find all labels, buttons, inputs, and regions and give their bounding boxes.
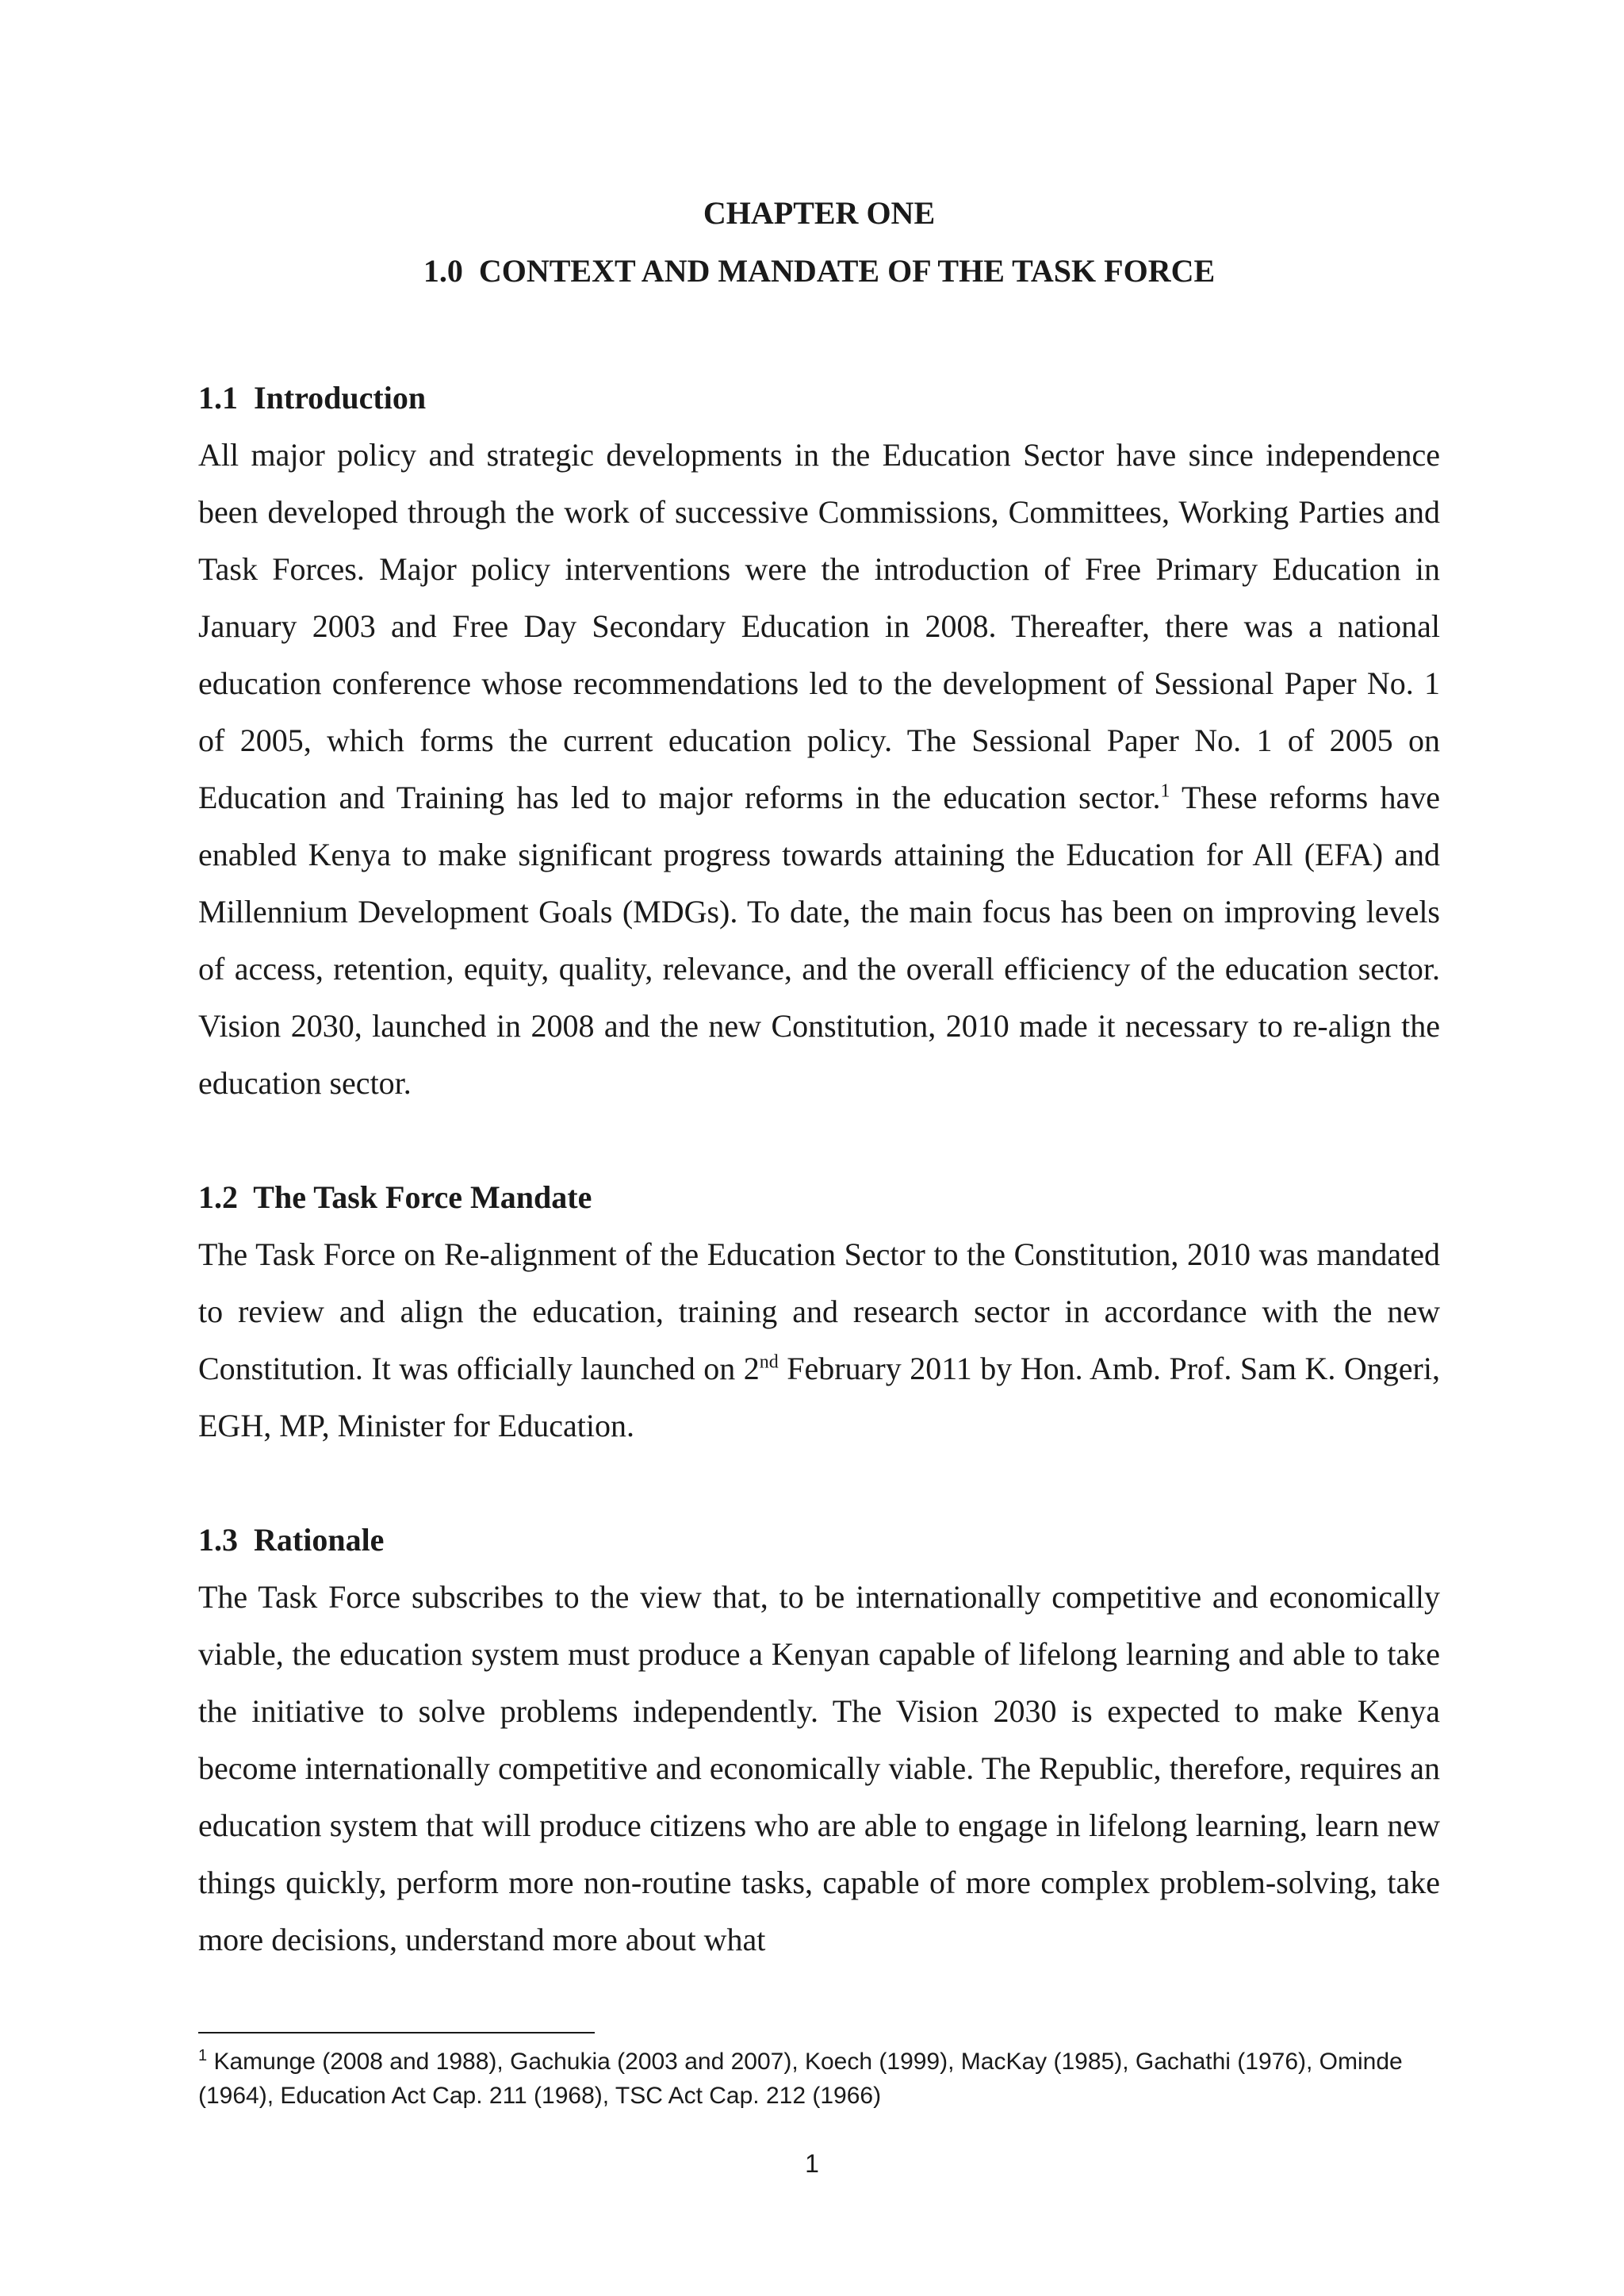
ordinal-superscript: nd [759,1351,779,1373]
mandate-paragraph [198,1226,1440,1455]
footnote-text: Kamunge (2008 and 1988), Gachukia (2003 and 2007), Koech (1999), MacKay (1985), Gachathi (1976), Ominde (1964), Education Act Cap. 211 (1968), TSC Act Cap. 212 (1966) [198,2049,1403,2109]
footnote-number: 1 [198,2047,208,2064]
page-body [198,194,1440,1968]
rationale-paragraph: The Task Force subscribes to the view that, to be internationally competitive and economically viable, the education system must produce a Kenyan capable of lifelong learning and able to take the initiative to solve problems independently. The Vision 2030 is expected to make Kenya become internationally competitive and economically viable. The Republic, therefore, requires an education system that will produce citizens who are able to engage in lifelong learning, learn new things quickly, perform more non-routine tasks, capable of more complex problem-solving, take more decisions, understand more about what [198,1579,1440,1957]
footnote-divider [198,2032,595,2033]
introduction-text-part2: These reforms have enabled Kenya to make significant progress towards attaining the Education for All (EFA) and Millennium Development Goals (MDGs). To date, the main focus has been on improving levels of access, retention, equity, quality, relevance, and the overall efficiency of the education sector. Vision 2030, launched in 2008 and the new Constitution, 2010 made it necessary to re-align the education sector. [198,780,1441,1101]
introduction-paragraph [198,427,1440,1112]
section-heading-rationale: 1.3 Rationale [198,1522,385,1558]
chapter-subtitle: 1.0 CONTEXT AND MANDATE OF THE TASK FORCE [423,253,1216,289]
mandate-text-part1: The Task Force on Re-alignment of the Education Sector to the Constitution, 2010 was mandated to review and align the education, training and research sector in accordance with the new Constitution. It was officially launched on 2 [198,1236,1440,1386]
page-number: 1 [805,2149,819,2178]
introduction-text-part1: All major policy and strategic developments in the Education Sector have since independence been developed through the work of successive Commissions, Committees, Working Parties and Task Forces. Major policy interventions were the introduction of Free Primary Education in January 2003 and Free Day Secondary Education in 2008. Thereafter, there was a national education conference whose recommendations led to the development of Sessional Paper No. 1 of 2005, which forms the current education policy. The Sessional Paper No. 1 of 2005 on Education and Training has led to major reforms in the education sector. [198,437,1440,815]
chapter-title: CHAPTER ONE [703,195,936,231]
section-heading-introduction: 1.1 Introduction [198,380,427,416]
footnote [198,2045,1440,2113]
footnote-reference: 1 [1160,780,1170,802]
section-heading-mandate: 1.2 The Task Force Mandate [198,1179,592,1215]
mandate-text-part2: February 2011 by Hon. Amb. Prof. Sam K. Ongeri, EGH, MP, Minister for Education. [198,1351,1440,1443]
